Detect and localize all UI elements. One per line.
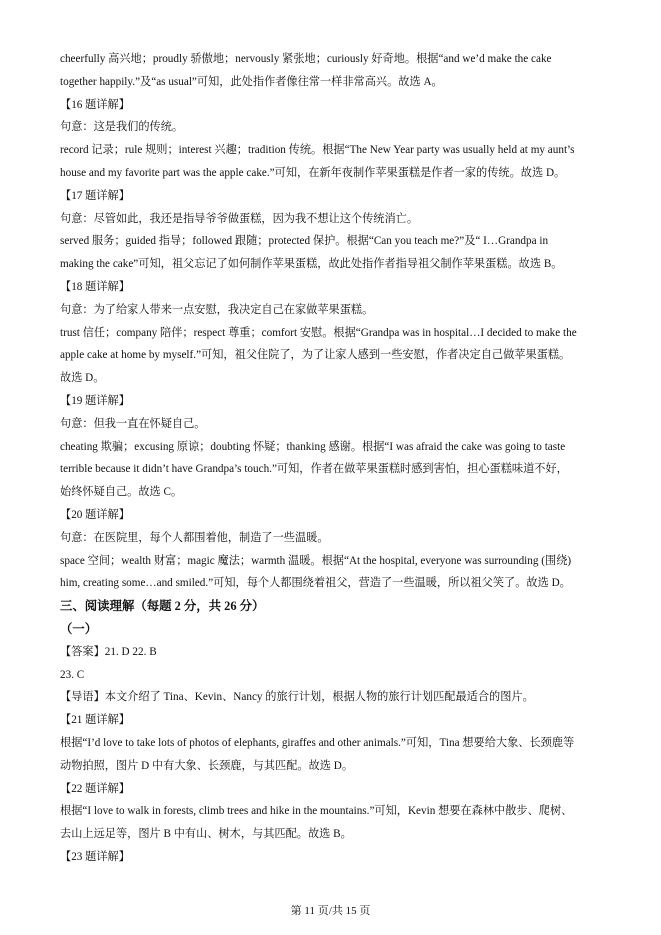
text-line: 根据“I’d love to take lots of photos of elephants, giraffes and other animals.”可知，Tina 想要给大象、长颈鹿等 <box>60 736 575 749</box>
text-line: together happily.”及“as usual”可知，此处指作者像往常一样非常高兴。故选 A。 <box>60 75 443 88</box>
document-page <box>60 48 605 869</box>
text-line: 句意：在医院里，每个人都围着他，制造了一些温暖。 <box>60 531 329 544</box>
question-17-heading: 【17 题详解】 <box>60 189 130 202</box>
question-18-heading: 【18 题详解】 <box>60 280 130 293</box>
question-23-heading: 【23 题详解】 <box>60 850 130 863</box>
text-line: 始终怀疑自己。故选 C。 <box>60 486 183 499</box>
question-22-heading: 【22 题详解】 <box>60 782 130 795</box>
question-16-heading: 【16 题详解】 <box>60 98 130 111</box>
answer-line: 23. C <box>60 668 85 681</box>
text-line: 动物拍照，图片 D 中有大象、长颈鹿，与其匹配。故选 D。 <box>60 759 354 772</box>
text-line: served 服务；guided 指导；followed 跟随；protected 保护。根据“Can you teach me?”及“ I…Grandpa in <box>60 235 549 248</box>
text-line: 去山上远足等，图片 B 中有山、树木，与其匹配。故选 B。 <box>60 828 352 841</box>
section-heading: 三、阅读理解（每题 2 分，共 26 分） <box>60 599 265 614</box>
text-line: 句意：但我一直在怀疑自己。 <box>60 417 206 430</box>
answer-line: 【答案】21. D 22. B <box>60 645 157 658</box>
text-line: space 空间；wealth 财富；magic 魔法；warmth 温暖。根据“At the hospital, everyone was surrounding (围绕) <box>60 554 572 567</box>
text-line: record 记录；rule 规则；interest 兴趣；tradition 传统。根据“The New Year party was usually held at my aunt’s <box>60 144 575 157</box>
text-line: cheating 欺骗；excusing 原谅；doubting 怀疑；thanking 感谢。根据“I was afraid the cake was going to taste <box>60 440 566 453</box>
text-line: 故选 D。 <box>60 372 105 385</box>
text-line: cheerfully 高兴地；proudly 骄傲地；nervously 紧张地；curiously 好奇地。根据“and we’d make the cake <box>60 53 552 65</box>
question-21-heading: 【21 题详解】 <box>60 714 130 727</box>
text-line: making the cake”可知，祖父忘记了如何制作苹果蛋糕，故此处指作者指导祖父制作苹果蛋糕。故选 B。 <box>60 258 563 271</box>
text-line: terrible because it didn’t have Grandpa’s touch.”可知，作者在做苹果蛋糕时感到害怕，担心蛋糕味道不好， <box>60 463 568 476</box>
text-line: 句意：这是我们的传统。 <box>60 121 184 134</box>
guide-line: 【导语】本文介绍了 Tina、Kevin、Nancy 的旅行计划，根据人物的旅行计划匹配最适合的图片。 <box>60 691 534 704</box>
text-line: 根据“I love to walk in forests, climb trees and hike in the mountains.”可知，Kevin 想要在森林中散步、爬树、 <box>60 805 573 818</box>
text-line: apple cake at home by myself.”可知，祖父住院了，为了让家人感到一些安慰，作者决定自己做苹果蛋糕。 <box>60 349 571 362</box>
text-line: house and my favorite part was the apple cake.”可知，在新年夜制作苹果蛋糕是作者一家的传统。故选 D。 <box>60 166 566 179</box>
text-line: 句意：尽管如此，我还是指导爷爷做蛋糕，因为我不想让这个传统消亡。 <box>60 212 419 225</box>
page-number: 第 11 页/共 15 页 <box>290 905 371 917</box>
text-line: him, creating some…and smiled.”可知，每个人都围绕着祖父，营造了一些温暖，所以祖父笑了。故选 D。 <box>60 577 571 590</box>
question-19-heading: 【19 题详解】 <box>60 394 130 407</box>
subsection-heading: （一） <box>60 621 98 636</box>
question-20-heading: 【20 题详解】 <box>60 508 130 521</box>
text-line: trust 信任；company 陪伴；respect 尊重；comfort 安慰。根据“Grandpa was in hospital…I decided to make the <box>60 326 577 339</box>
text-line: 句意：为了给家人带来一点安慰，我决定自己在家做苹果蛋糕。 <box>60 303 374 316</box>
